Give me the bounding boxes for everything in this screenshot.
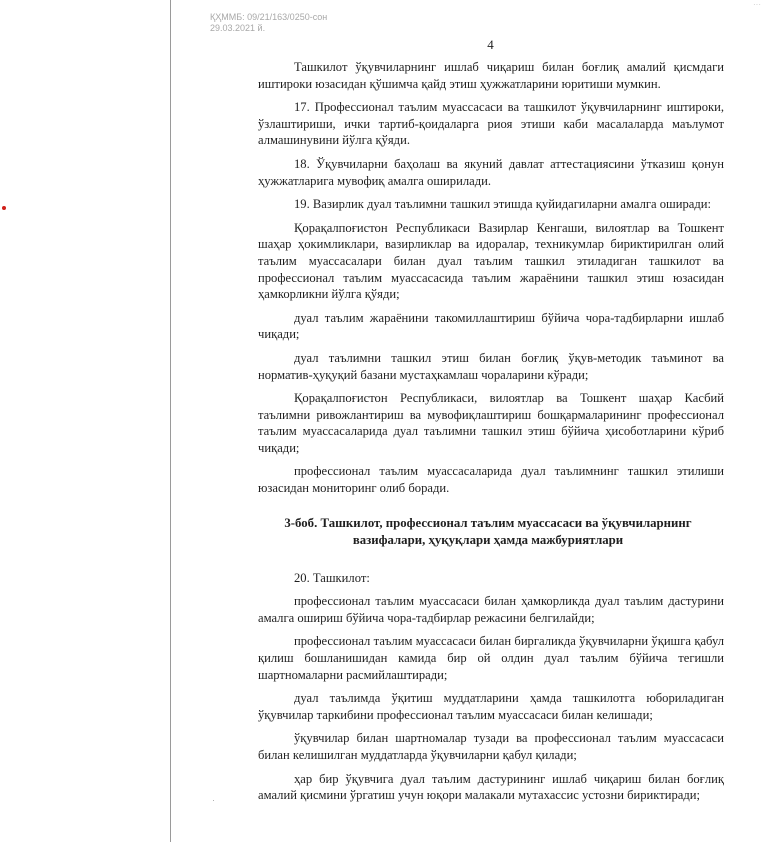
paragraph-20-item-1: профессионал таълим муассасаси билан ҳамкорликда дуал таълим дастурини амалга ошириш бўйича чора-тадбирлар режасини белгилайди; [258, 594, 724, 625]
red-marker-dot [2, 206, 6, 210]
registry-stamp [210, 12, 327, 34]
paragraph-19-item-4: Қорақалпоғистон Республикаси, вилоятлар ва Тошкент шаҳар Касбий таълимни ривожлантириш ва мувофиқлаштириш бошқармаларининг профессионал таълим муассасаларида дуал таълимни ташкил этиш бўйича ҳисоботларини кўриб чиқади; [258, 391, 724, 455]
paragraph-16-continuation: Ташкилот ўқувчиларнинг ишлаб чиқариш билан боғлиқ амалий қисмдаги иштироки юзасидан қўшимча қайд этиш ҳужжатларини юритиши мумкин. [258, 60, 724, 91]
paragraph-19: 19. Вазирлик дуал таълимни ташкил этишда қуйидагиларни амалга оширади: [294, 197, 712, 212]
corner-mark: ··· [753, 0, 761, 9]
page-number: 4 [487, 37, 494, 52]
paragraph-20-item-5: ҳар бир ўқувчига дуал таълим дастурининг ишлаб чиқариш билан боғлиқ амалий қисмини ўргатиш учун юқори малакали мутахассис устозни бириктиради; [258, 771, 724, 803]
scan-speck [213, 800, 214, 801]
registry-date: 29.03.2021 й. [210, 23, 266, 33]
paragraph-19-item-2: дуал таълим жараёнини такомиллаштириш бўйича чора-тадбирларни ишлаб чиқади; [258, 310, 724, 342]
paragraph-17: 17. Профессионал таълим муассасаси ва ташкилот ўқувчиларнинг иштироки, ўзлаштириши, ички тартиб-қоидаларга риоя этиши каби масалаларда маълумот алмашинувини йўлга қўяди. [258, 100, 724, 148]
paragraph-20-item-4: ўқувчилар билан шартномалар тузади ва профессионал таълим муассасаси билан келишилган муддатларда ўқувчиларни қабул қилади; [258, 731, 724, 762]
paragraph-19-item-3: дуал таълимни ташкил этиш билан боғлиқ ўқув-методик таъминот ва норматив-ҳуқуқий базани мустаҳкамлаш чораларини кўради; [258, 350, 724, 382]
paragraph-19-item-1: Қорақалпоғистон Республикаси Вазирлар Кенгаши, вилоятлар ва Тошкент шаҳар ҳокимликлари, вазирликлар ва идоралар, техникумлар бириктирилган олий таълим муассасалари билан дуал таълим ташкил этиладиган ташкилот ва профессионал таълим муассасасида таълим жараёнини ташкил этиш юзасидан ҳамкорликни йўлга қўяди; [258, 220, 724, 302]
document-body [258, 59, 724, 811]
chapter-heading: 3-боб. Ташкилот, профессионал таълим муассасаси ва ўқувчиларнинг вазифалари, ҳуқуқлари ҳамда мажбуриятлари [284, 515, 692, 547]
paragraph-20-item-3: дуал таълимда ўқитиш муддатларини ҳамда ташкилотга юбориладиган ўқувчилар таркибини профессионал таълим муассасаси билан келишади; [258, 691, 724, 722]
paragraph-20: 20. Ташкилот: [294, 570, 370, 585]
paragraph-18: 18. Ўқувчиларни баҳолаш ва якуний давлат аттестациясини ўтказиш қонун ҳужжатларига мувофиқ амалга оширилади. [258, 156, 724, 188]
page-left-border [170, 0, 171, 842]
paragraph-19-item-5: профессионал таълим муассасаларида дуал таълимнинг ташкил этилиши юзасидан мониторинг олиб боради. [258, 464, 724, 496]
paragraph-20-item-2: профессионал таълим муассасаси билан биргаликда ўқувчиларни ўқишга қабул қилиш бошланишидан камида бир ой олдин дуал таълим бўйича тегишли шартномаларни расмийлаштиради; [258, 634, 724, 682]
registry-number: ҚҲММБ: 09/21/163/0250-сон [210, 12, 328, 22]
